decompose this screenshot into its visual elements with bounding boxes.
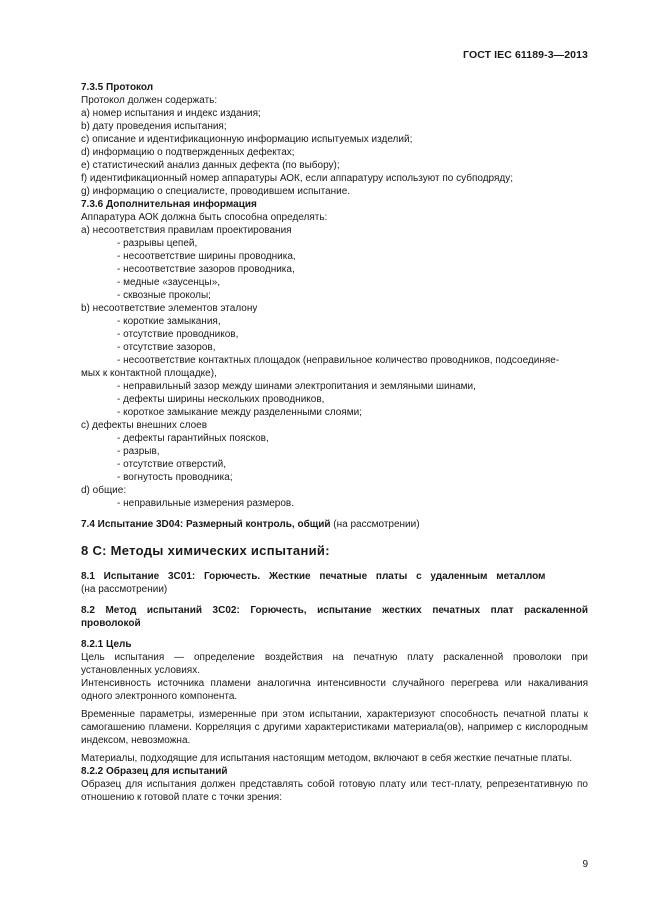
sub-list-item-continuation: мых к контактной площадке),: [81, 368, 217, 379]
sub-list-item: - дефекты гарантийных поясков,: [117, 433, 269, 444]
sub-list-item: - отсутствие зазоров,: [117, 342, 216, 353]
list-item: c) дефекты внешних слоев: [81, 420, 208, 431]
page-header-standard: ГОСТ IEC 61189-3—2013: [463, 49, 588, 61]
list-item: e) статистический анализ данных дефекта (по выбору);: [81, 160, 340, 171]
paragraph: Цель испытания — определение воздействия на печатную плату раскаленной проволоки при установленных условиях.: [81, 652, 588, 676]
list-item: b) дату проведения испытания;: [81, 121, 227, 132]
list-item: d) информацию о подтвержденных дефектах;: [81, 147, 295, 158]
sub-list-item: - несоответствие ширины проводника,: [117, 251, 296, 262]
document-body: [81, 81, 588, 804]
section-heading-7-4: 7.4 Испытание 3D04: Размерный контроль, общий: [81, 519, 331, 530]
sub-list-item: - короткое замыкание между разделенными слоями;: [117, 407, 362, 418]
sub-list-item: - медные «заусенцы»,: [117, 277, 221, 288]
list-item: a) несоответствия правилам проектирования: [81, 225, 292, 236]
list-item: g) информацию о специалисте, проводившем испытание.: [81, 186, 351, 197]
page-number: 9: [582, 859, 588, 870]
list-item: b) несоответствие элементов эталону: [81, 303, 258, 314]
status-note: (на рассмотрении): [81, 584, 168, 595]
sub-list-item: - дефекты ширины нескольких проводников,: [117, 394, 325, 405]
section-heading-8-2-1: 8.2.1 Цель: [81, 639, 132, 650]
section-title-8: 8 С: Методы химических испытаний:: [81, 543, 330, 558]
sub-list-item: - несоответствие зазоров проводника,: [117, 264, 295, 275]
section-heading-8-2-2: 8.2.2 Образец для испытаний: [81, 766, 228, 777]
section-heading-8-1: 8.1 Испытание 3С01: Горючесть. Жесткие печатные платы с удаленным металлом: [81, 571, 546, 582]
sub-list-item: - неправильный зазор между шинами электропитания и земляными шинами,: [117, 381, 476, 392]
sub-list-item: - короткие замыкания,: [117, 316, 221, 327]
paragraph: Временные параметры, измеренные при этом испытании, характеризуют способность печатной платы к самогашению пламени. Корреляция с другими характеристиками материала(ов), например с кислородным индексом, невозможна.: [81, 709, 588, 746]
section-heading-8-2: 8.2 Метод испытаний 3С02: Горючесть, испытание жестких печатных плат раскаленной проволокой: [81, 605, 588, 629]
sub-list-item: - отсутствие проводников,: [117, 329, 239, 340]
paragraph: Протокол должен содержать:: [81, 95, 218, 106]
section-7-4: [81, 518, 588, 531]
sub-list-item: - вогнутость проводника;: [117, 472, 233, 483]
list-item: d) общие:: [81, 485, 127, 496]
paragraph: Образец для испытания должен представлять собой готовую плату или тест-плату, репрезентативную по отношению к готовой плате с точки зрения:: [81, 779, 588, 803]
section-heading-7-3-6: 7.3.6 Дополнительная информация: [81, 199, 257, 210]
status-note: (на рассмотрении): [333, 519, 420, 530]
list-item: a) номер испытания и индекс издания;: [81, 108, 261, 119]
sub-list-item: - разрыв,: [117, 446, 160, 457]
paragraph: Материалы, подходящие для испытания настоящим методом, включают в себя жесткие печатные платы.: [81, 753, 573, 764]
sub-list-item: - сквозные проколы;: [117, 290, 211, 301]
section-heading-7-3-5: 7.3.5 Протокол: [81, 82, 154, 93]
list-item: c) описание и идентификационную информацию испытуемых изделий;: [81, 134, 413, 145]
sub-list-item: - отсутствие отверстий,: [117, 459, 226, 470]
sub-list-item: - несоответствие контактных площадок (неправильное количество проводников, подсоединяе-: [117, 355, 560, 366]
sub-list-item: - разрывы цепей,: [117, 238, 198, 249]
list-item: f) идентификационный номер аппаратуры АОК, если аппаратуру используют по субподряду;: [81, 173, 514, 184]
paragraph: Аппаратура АОК должна быть способна определять:: [81, 212, 328, 223]
sub-list-item: - неправильные измерения размеров.: [117, 498, 295, 509]
paragraph: Интенсивность источника пламени аналогична интенсивности случайного перегрева или накаливания одного электронного компонента.: [81, 678, 588, 702]
